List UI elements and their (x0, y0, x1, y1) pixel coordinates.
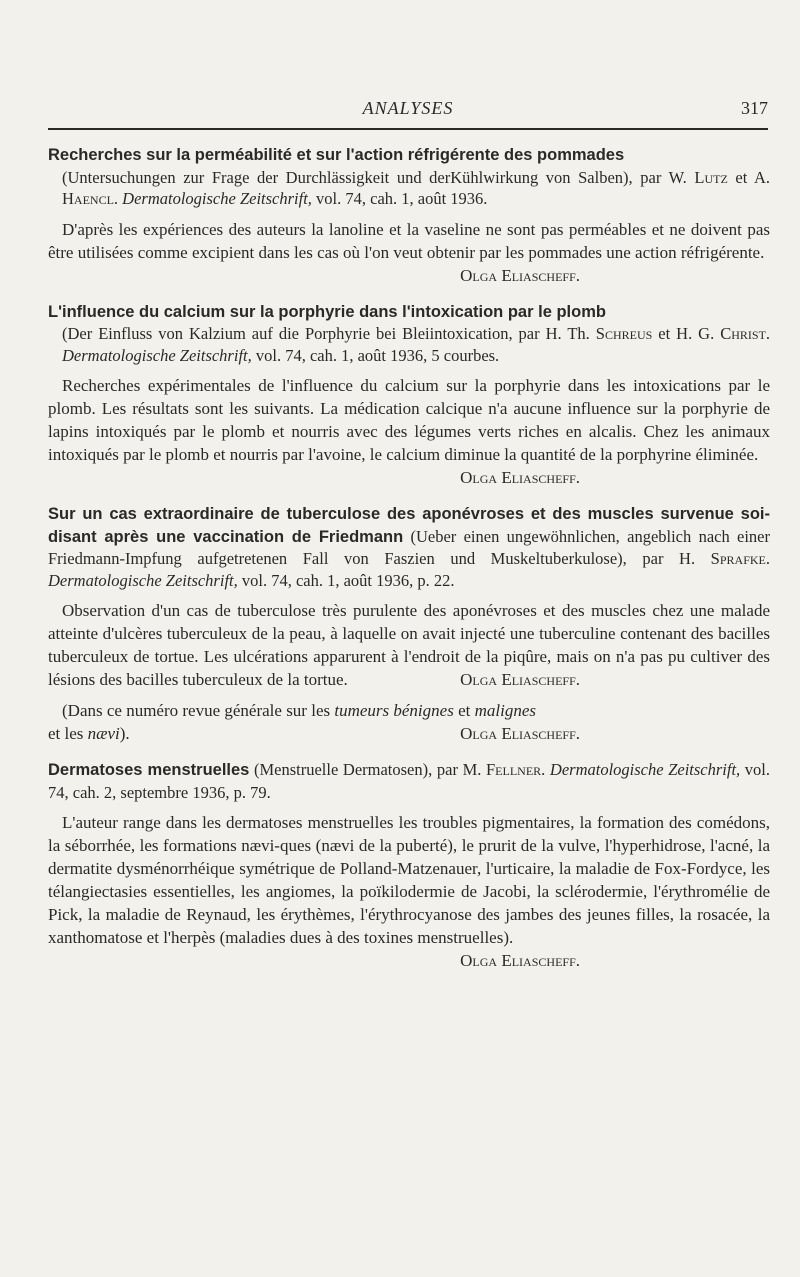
running-title: ANALYSES (362, 98, 454, 118)
signature: Olga Eliascheff. (460, 724, 580, 743)
article-body: D'après les expériences des auteurs la lanoline et la vaseline ne sont pas perméables et ne doivent pas être utilisées comme excipient dans les cas où l'on veut obtenir par les pommades une action réfrigérente. (48, 219, 770, 262)
page-content (48, 144, 770, 972)
author-name: Christ (720, 324, 766, 343)
article-heading (48, 503, 770, 591)
journal-name: Dermatologische Zeitschrift, (122, 189, 312, 208)
article-heading (48, 144, 770, 210)
article-title: Dermatoses menstruelles (48, 761, 250, 779)
article-heading (48, 759, 770, 803)
article-4 (48, 759, 770, 970)
author-name: Lutz (694, 167, 728, 187)
article-heading (48, 301, 770, 367)
article-title: L'influence du calcium sur la porphyrie dans l'intoxication par le plomb (48, 302, 606, 321)
page-number: 317 (741, 98, 768, 118)
journal-name: Dermatologische Zeitschrift, (62, 345, 252, 365)
article-body: Observation d'un cas de tuberculose très purulente des aponévroses et des muscles chez une malade atteinte d'ulcères tuberculeux de la peau, à laquelle on avait injecté une tuberculine contenant des bacilles tuberculeux de tortue. Les ulcérations apparurent à l'endroit de la piqûre, mais on n'a pas pu cultiver des lésions des bacilles tuberculeux de la tortue. Olga Eliascheff. (48, 601, 770, 689)
article-reference: (Der Einfluss von Kalzium auf die Porphyrie bei Bleiintoxication, par H. Th. Schreus et H. G. Christ. Dermatologische Zeitschrift, vol. 74, cah. 1, août 1936, 5 courbes. (62, 324, 771, 365)
signature: Olga Eliascheff. (460, 468, 580, 487)
journal-name: Dermatologische Zeitschrift, (549, 760, 741, 779)
article-body: Recherches expérimentales de l'influence du calcium sur la porphyrie dans les intoxications par le plomb. Les résultats sont les suivants. La médication calcique n'a aucune influence sur la porphyrie de lapins intoxiqués par le plomb et nourris avec des légumes verts riches en alcalis. Chez les animaux intoxiqués par le plomb et nourris par l'avoine, le calcium diminue la quantité de la porphyrine éliminée. (48, 376, 770, 464)
article-reference: (Menstruelle Dermatosen), par M. Fellner. Dermatologische Zeitschrift, vol. 74, cah. 2, septembre 1936, p. 79. (48, 760, 770, 802)
author-name: Haencl (62, 189, 114, 208)
journal-name: Dermatologische Zeitschrift, (48, 570, 238, 590)
article-reference: (Untersuchungen zur Frage der Durchlässigkeit und derKühlwirkung von Salben), par W. Lutz et A. Haencl. Dermatologische Zeitschrift, vol. 74, cah. 1, août 1936. (62, 167, 770, 208)
signature: Olga Eliascheff. (460, 265, 580, 285)
author-name: Schreus (595, 324, 653, 343)
article-body: L'auteur range dans les dermatoses menstruelles les troubles pigmentaires, la formation des comédons, la séborrhée, les formations nævi-ques (nævi de la puberté), le prurit de la vulve, l'hyperhidrose, l'acné, la dermatite dysménorrhéique symétrique de Polland-Matzenauer, l'urticaire, la maladie de Fox-Fordyce, les télangiectasies essentielles, les angiomes, la poïkilodermie de Jacobi, la sclérodermie, l'érythromélie de Pick, la maladie de Reynaud, les érythèmes, l'érythrocyanose des jambes des jeunes filles, la rosacée, la xanthomatose et l'herpès (maladies dues à des toxines menstruelles). Olga Eliascheff. (48, 813, 770, 970)
article-1 (48, 144, 770, 287)
article-reference: (Ueber einen ungewöhnlichen, angeblich nach einer Friedmann-Impfung aufgetretenen Fall von Faszien und Muskeltuberkulose), par H. Sprafke. Dermatologische Zeitschrift, vol. 74, cah. 1, août 1936, p. 22. (48, 526, 770, 590)
article-title: Sur un cas extraordinaire de tuberculose des aponévroses et des muscles survenue soi-disant après une vaccination de Friedmann (48, 505, 770, 546)
article-3 (48, 503, 770, 745)
author-name: Sprafke (710, 549, 766, 568)
page-header (48, 98, 768, 130)
signature: Olga Eliascheff. (460, 951, 580, 970)
editorial-note: (Dans ce numéro revue générale sur les tumeurs bénignes et malignes et les nævi). Olga Eliascheff. (48, 701, 580, 743)
signature: Olga Eliascheff. (460, 670, 580, 689)
author-name: Fellner (486, 760, 542, 779)
article-2 (48, 301, 770, 490)
article-title: Recherches sur la perméabilité et sur l'action réfrigérente des pommades (48, 146, 625, 164)
